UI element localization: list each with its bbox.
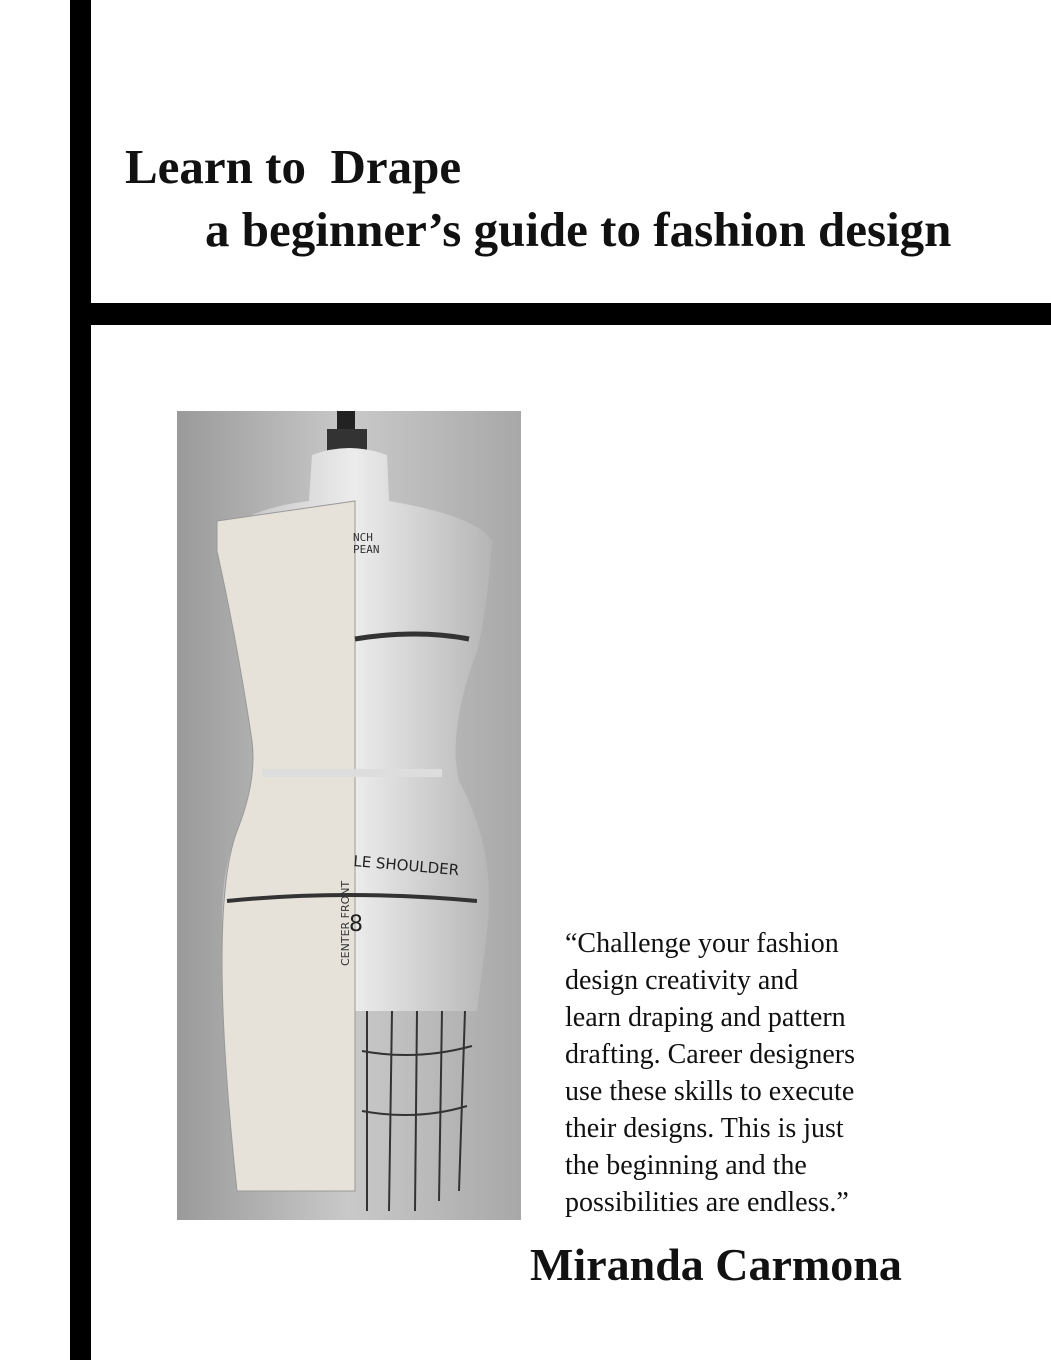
book-title: Learn to Drape — [125, 139, 462, 194]
quote — [565, 925, 925, 1221]
size-label: 8 — [349, 912, 363, 937]
quote-line: their designs. This is just — [565, 1113, 844, 1144]
author-name: Miranda Carmona — [530, 1239, 902, 1290]
quote-line: the beginning and the — [565, 1150, 807, 1181]
quote-line: drafting. Career designers — [565, 1039, 855, 1070]
shoulder-label: LE SHOULDER — [352, 852, 460, 880]
quote-line: “Challenge your fashion — [565, 928, 839, 959]
dress-form-photo — [177, 411, 521, 1220]
quote-line: use these skills to execute — [565, 1076, 855, 1107]
quote-line: possibilities are endless.” — [565, 1187, 849, 1218]
neck-label-2: PEAN — [353, 543, 380, 556]
quote-line: learn draping and pattern — [565, 1002, 846, 1033]
book-subtitle: a beginner’s guide to fashion design — [205, 202, 952, 257]
center-front-label: CENTER FRONT — [339, 880, 352, 966]
neck-label: NCH — [353, 531, 373, 544]
horizontal-rule — [91, 303, 1051, 325]
vertical-rule — [70, 0, 91, 1360]
quote-line: design creativity and — [565, 965, 799, 996]
